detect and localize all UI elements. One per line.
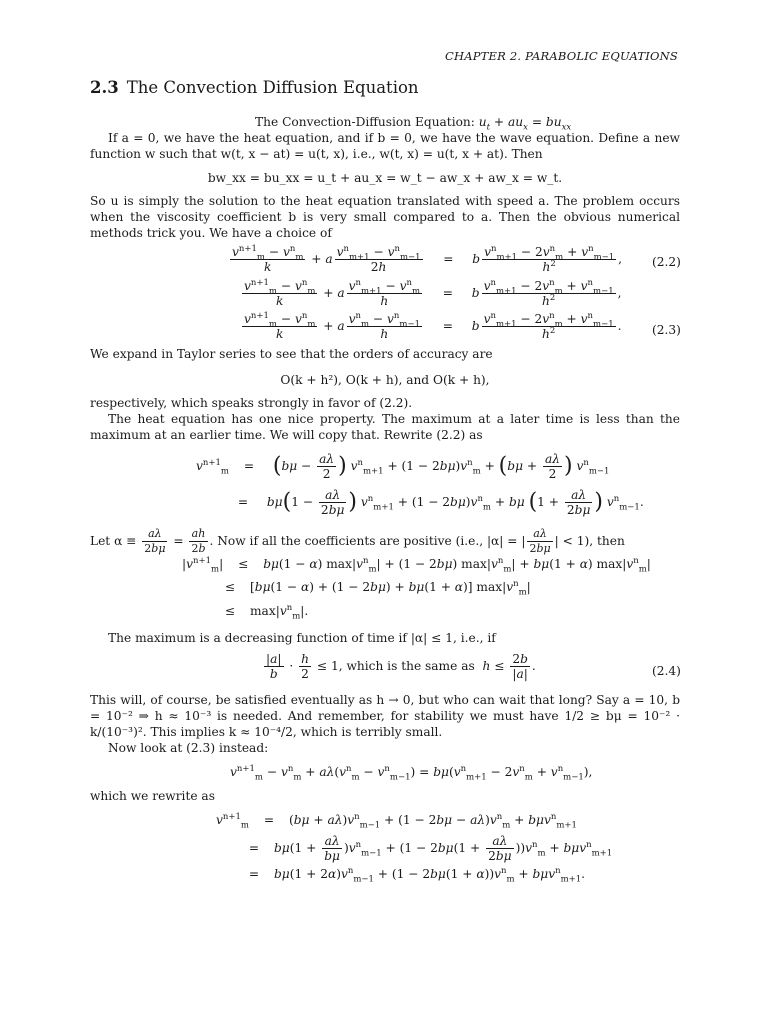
- orders-of-accuracy: O(k + h²), O(k + h), and O(k + h),: [280, 373, 490, 387]
- upwind-rewrite-1: $v^{n+1}_m = (b\mu + a\lambda)v^n_{m-1} + (1 - 2b\mu - a\lambda)v^n_m + b\mu v^n_{m+1}$: [216, 811, 577, 831]
- upwind-equation: $v^{n+1}_m - v^n_m + a\lambda(v^n_m - v^n_{m-1}) = b\mu(v^n_{m+1} - 2v^n_m + v^n_{m-1})$,: [230, 763, 593, 783]
- alpha-def-a: Let α ≡: [90, 534, 137, 548]
- paragraph-9: Now look at (2.3) instead:: [108, 741, 269, 755]
- alpha-def-b: . Now if all the coefficients are positive (i.e., |α| = |: [209, 534, 526, 548]
- paragraph-4: respectively, which speaks strongly in favor of (2.2).: [90, 396, 413, 410]
- section-heading: [90, 80, 419, 96]
- paragraph-8: This will, of course, be satisfied eventually as h → 0, but who can wait that long? Say a = 10, b = 10⁻² ⇒ h ≈ 10⁻³ is needed. And remember, for stability we must have 1/2 ≥ bμ = 10⁻² · k/(10⁻³)². This implies k ≈ 10⁻⁴/2, which is terribly small.: [90, 693, 680, 739]
- alpha-def-c: | < 1), then: [554, 534, 625, 548]
- equation-w-text: bw_xx = bu_xx = u_t + au_x = w_t − aw_x + aw_x = w_t.: [207, 171, 563, 185]
- paragraph-1: If a = 0, we have the heat equation, and if b = 0, we have the wave equation. Define a new function w such that w(t, x − at) = u(t, x), i.e., w(t, x) = u(t, x + at). Then: [90, 131, 680, 161]
- scheme-upwind: $\frac{v^{n+1}_m - v^n_m}{k}$ + a $\frac{v^n_m - v^n_{m-1}}{h}$ = b $\frac{v^n_{m+1} - 2v^n_m + v^n_{m-1}}{h^2}$ .: [244, 310, 622, 341]
- max-ineq-2: ≤ [bμ(1 − α) + (1 − 2bμ) + bμ(1 + α)] $\max|v^n_m|$: [224, 578, 531, 598]
- equation-w: [90, 170, 680, 186]
- intro-equation-line: The Convection-Diffusion Equation: $u_t + au_x = bu_{xx}$: [255, 115, 572, 133]
- max-ineq-3: ≤ $\max|v^n_m|$.: [224, 602, 309, 622]
- intro-label: The Convection-Diffusion Equation:: [255, 115, 475, 129]
- eq-number-2-2: (2.2): [652, 255, 681, 269]
- eq-number-2-4: (2.4): [652, 664, 681, 678]
- paragraph-7: The maximum is a decreasing function of time if |α| ≤ 1, i.e., if: [108, 631, 496, 645]
- paragraph-5: The heat equation has one nice property. The maximum at a later time is less than the maximum at an earlier time. We will copy that. Rewrite (2.2) as: [90, 412, 680, 442]
- paragraph-2: So u is simply the solution to the heat equation translated with speed a. The problem occurs when the viscosity coefficient b is very small compared to a. Then the obvious numerical methods trick you. We have a choice of: [90, 194, 680, 240]
- eq-number-2-3: (2.3): [652, 323, 681, 337]
- scheme-centered: $\frac{v^{n+1}_m - v^n_m}{k}$ + a $\frac{v^n_{m+1} - v^n_{m-1}}{2h}$ = b $\frac{v^n_{m+1} - 2v^n_m + v^n_{m-1}}{h^2}$ ,: [232, 243, 623, 274]
- upwind-rewrite-2: = bμ(1 + $\frac{a\lambda}{b\mu}$ )$v^n_{m-1} + (1 - 2b\mu(1$ + $\frac{a\lambda}{2b\mu}$ ))$v^n_m + b\mu v^n_{m+1}$: [248, 834, 613, 863]
- paragraph-10: which we rewrite as: [90, 789, 215, 803]
- rewrite-line-1: $v^{n+1}_m = (b\mu$ − $\frac{a\lambda}{2}$ ) $v^n_{m+1} + (1 - 2b\mu)v^n_m + (b\mu$ + $\frac{a\lambda}{2}$ ) $v^n_{m-1}$: [196, 452, 610, 481]
- rewrite-line-2: = bμ(1 − $\frac{a\lambda}{2b\mu}$ ) $v^n_{m+1} + (1 - 2b\mu)v^n_m + b\mu$ (1 + $\frac{a\lambda}{2b\mu}$ ) $v^n_{m-1}$.: [237, 488, 644, 517]
- alpha-definition-line: Let α ≡ $\frac{a\lambda}{2b\mu}$ = $\frac{ah}{2b}$ . Now if all the coefficients are positive (i.e., |α| = | $\frac{a\lambda}{2b\mu}$ | < 1), then: [90, 527, 625, 555]
- max-ineq-1: $|v^{n+1}_m| \le b\mu(1 - \alpha) \max|v^n_m| + (1 - 2b\mu) \max|v^n_m| + b\mu(1 + \alpha)$ $\max|v^n_m|$: [182, 555, 651, 575]
- stability-condition: $\frac{|a|}{b}$ · $\frac{h}{2}$ ≤ 1, which is the same as h ≤ $\frac{2b}{|a|}$ .: [266, 652, 536, 681]
- condition-middle-text: ≤ 1, which is the same as: [316, 659, 475, 673]
- section-number: 2.3: [90, 78, 119, 97]
- running-head: CHAPTER 2. PARABOLIC EQUATIONS: [445, 49, 678, 63]
- upwind-rewrite-3: = $b\mu(1 + 2\alpha)v^n_{m-1} + (1 - 2b\mu(1 + \alpha))v^n_m + b\mu v^n_{m+1}$.: [248, 865, 586, 885]
- section-title: The Convection Diffusion Equation: [126, 78, 419, 97]
- paragraph-3: We expand in Taylor series to see that the orders of accuracy are: [90, 347, 493, 361]
- scheme-forward: $\frac{v^{n+1}_m - v^n_m}{k}$ + a $\frac{v^n_{m+1} - v^n_m}{h}$ = b $\frac{v^n_{m+1} - 2v^n_m + v^n_{m-1}}{h^2}$ ,: [244, 277, 622, 308]
